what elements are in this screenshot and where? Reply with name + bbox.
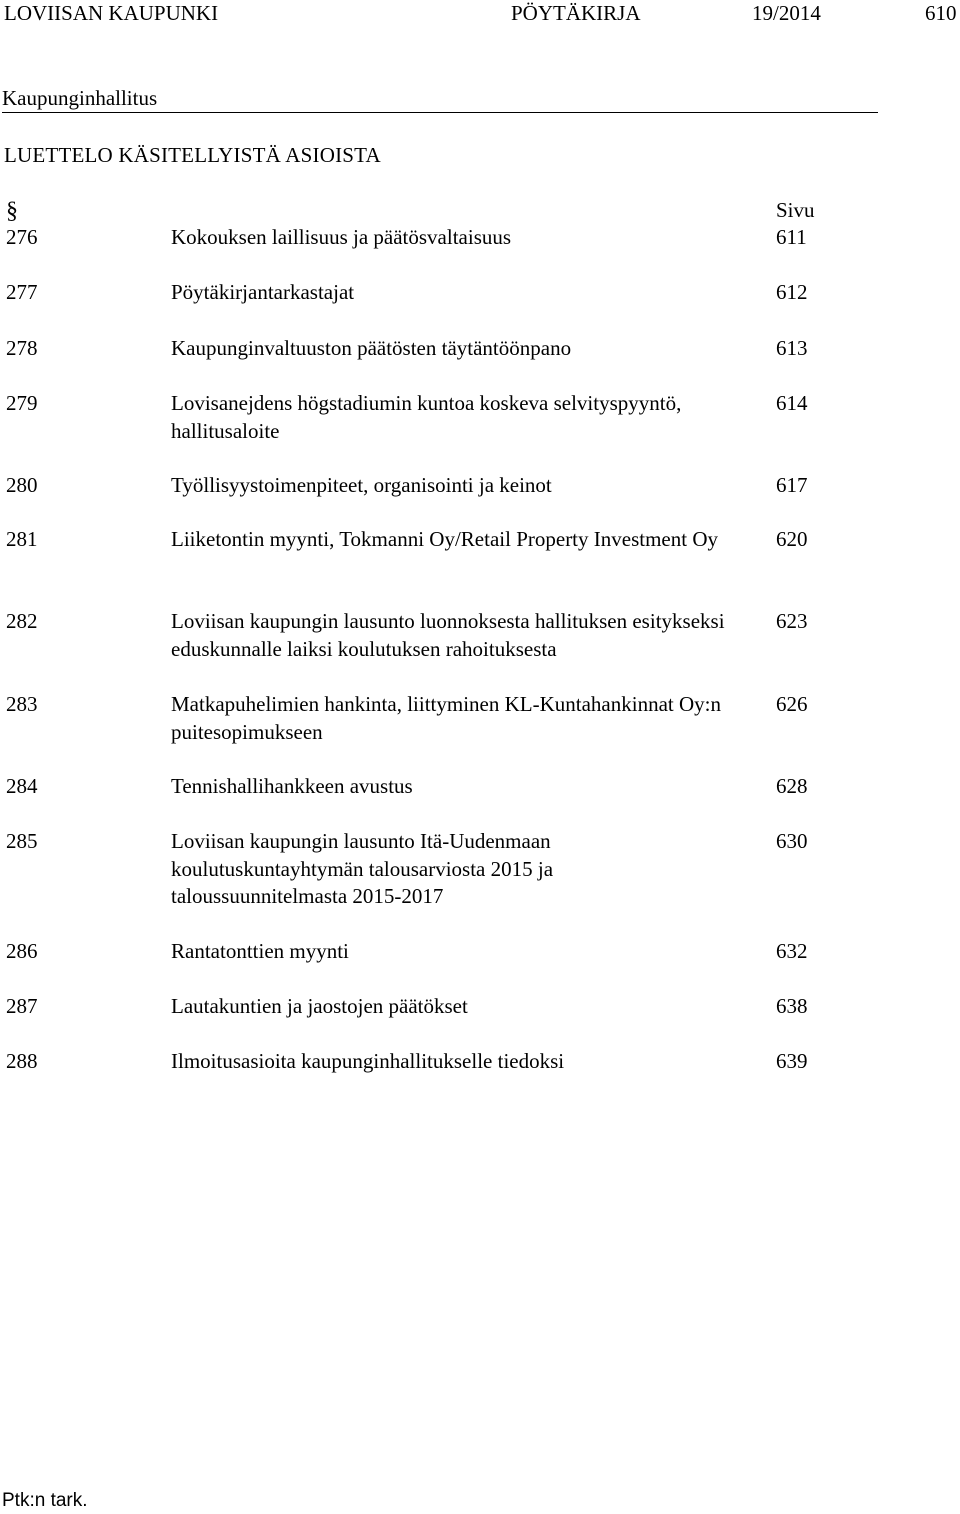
item-page: 620 [776, 527, 808, 551]
item-title: Tennishallihankkeen avustus [171, 774, 413, 798]
item-number: 278 [6, 336, 38, 360]
item-page: 614 [776, 391, 808, 415]
issue-number: 19/2014 [752, 1, 821, 25]
item-number: 284 [6, 774, 38, 798]
org-name: LOVIISAN KAUPUNKI [4, 1, 219, 25]
item-title: Työllisyystoimenpiteet, organisointi ja keinot [171, 473, 552, 497]
item-page: 613 [776, 336, 808, 360]
item-page: 638 [776, 994, 808, 1018]
item-number: 287 [6, 994, 38, 1018]
item-number: 276 [6, 225, 38, 249]
item-number: 282 [6, 609, 38, 633]
governing-body: Kaupunginhallitus [2, 86, 878, 113]
item-number: 279 [6, 391, 38, 415]
item-number: 280 [6, 473, 38, 497]
section-sign-heading: § [6, 198, 18, 224]
item-title: Lovisanejdens högstadiumin kuntoa koskeva selvityspyyntö, hallitusaloite [171, 391, 682, 443]
page-column-heading: Sivu [776, 198, 815, 222]
item-page: 630 [776, 829, 808, 853]
item-title: Ilmoitusasioita kaupunginhallitukselle tiedoksi [171, 1049, 565, 1073]
item-title: Kokouksen laillisuus ja päätösvaltaisuus [171, 225, 512, 249]
item-number: 286 [6, 939, 38, 963]
item-title: Kaupunginvaltuuston päätösten täytäntöönpano [171, 336, 572, 360]
item-title: Lautakuntien ja jaostojen päätökset [171, 994, 468, 1018]
item-title: Rantatonttien myynti [171, 939, 349, 963]
document-type: PÖYTÄKIRJA [511, 1, 641, 25]
list-title: LUETTELO KÄSITELLYISTÄ ASIOISTA [4, 143, 381, 167]
item-page: 612 [776, 280, 808, 304]
item-page: 623 [776, 609, 808, 633]
item-number: 277 [6, 280, 38, 304]
item-title: Matkapuhelimien hankinta, liittyminen KL-Kuntahankinnat Oy:n puitesopimukseen [171, 692, 721, 744]
item-page: 628 [776, 774, 808, 798]
item-number: 288 [6, 1049, 38, 1073]
item-page: 617 [776, 473, 808, 497]
item-title: Loviisan kaupungin lausunto luonnoksesta hallituksen esitykseksi eduskunnalle laiksi koulutuksen rahoituksesta [171, 609, 725, 661]
item-title: Loviisan kaupungin lausunto Itä-Uudenmaan koulutuskuntayhtymän talousarviosta 2015 ja taloussuunnitelmasta 2015-2017 [171, 829, 554, 908]
item-title: Pöytäkirjantarkastajat [171, 280, 355, 304]
item-page: 632 [776, 939, 808, 963]
item-page: 611 [776, 225, 807, 249]
item-page: 626 [776, 692, 808, 716]
page-number: 610 [925, 1, 957, 25]
item-number: 281 [6, 527, 38, 551]
item-number: 285 [6, 829, 38, 853]
item-title: Liiketontin myynti, Tokmanni Oy/Retail Property Investment Oy [171, 527, 718, 551]
minutes-checker-label: Ptk:n tark. [2, 1490, 88, 1511]
item-page: 639 [776, 1049, 808, 1073]
item-number: 283 [6, 692, 38, 716]
